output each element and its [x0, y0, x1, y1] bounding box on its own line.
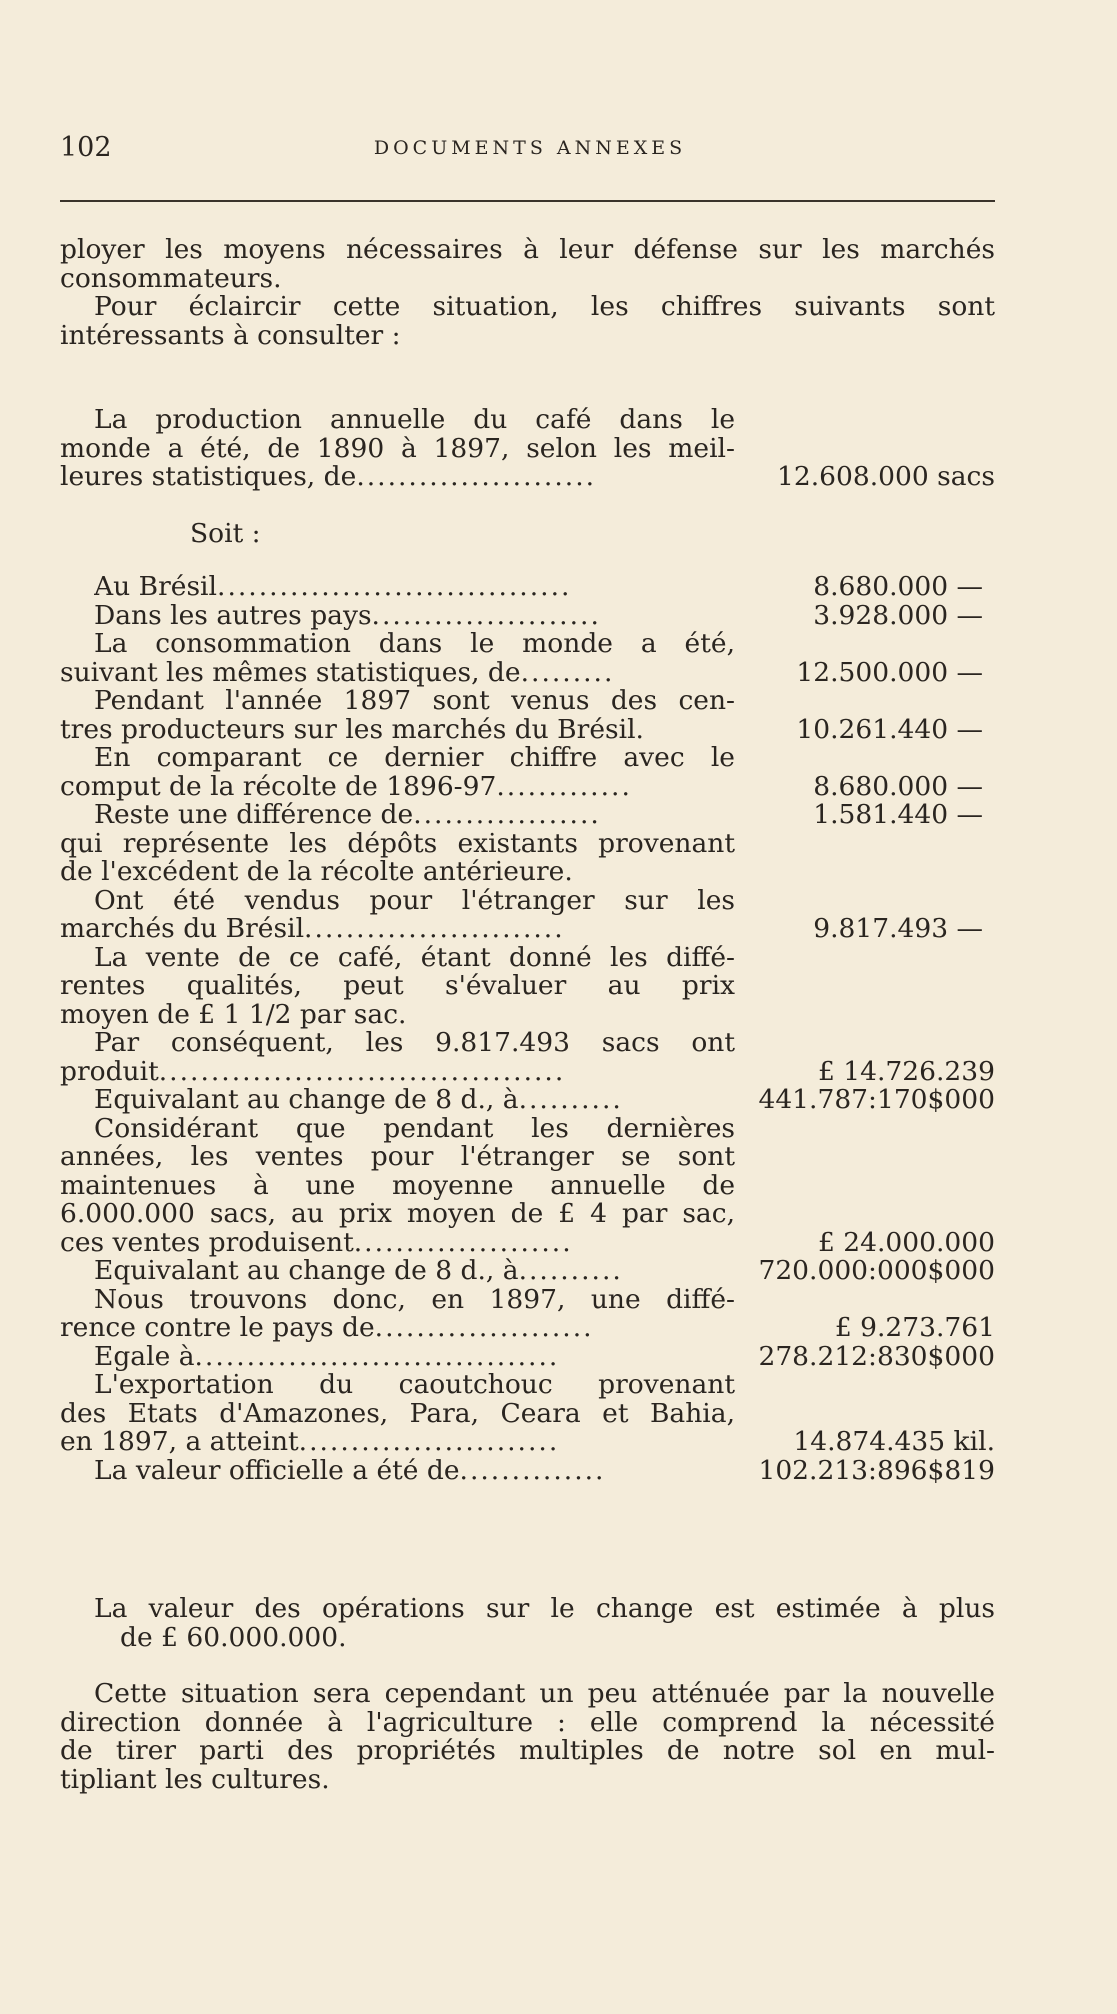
text-line: 6.000.000 sacs, au prix moyen de £ 4 par sac, [60, 1200, 735, 1229]
row-label: marchés du Brésil......................... [60, 915, 565, 944]
row-value: 441.787:170$000 [758, 1084, 995, 1115]
list-item [60, 1086, 995, 1115]
text-line: Pour éclaircir cette situation, les chiffres suivants sont [94, 293, 995, 322]
text-line: L'exportation du caoutchouc provenant [94, 1371, 735, 1400]
intro-paragraph [60, 236, 995, 350]
list-item [60, 599, 995, 631]
text-line: moyen de £ 1 1/2 par sac. [60, 1000, 407, 1029]
text-line: de l'excédent de la récolte antérieure. [60, 858, 573, 887]
text-line: années, les ventes pour l'étranger se sont [60, 1143, 735, 1172]
row-value: 720.000:000$000 [758, 1255, 995, 1286]
row-value: 3.928.000 — [813, 599, 983, 631]
conclusion-paragraph [60, 1680, 995, 1794]
text-line: Pendant l'année 1897 sont venus des cen- [94, 687, 735, 716]
row-label: en 1897, a atteint......................... [60, 1428, 560, 1457]
text-line: Considérant que pendant les dernières [94, 1114, 735, 1143]
page-number: 102 [60, 132, 112, 163]
header-rule [60, 200, 995, 202]
row-label: La valeur officielle a été de.............. [94, 1456, 606, 1485]
row-value: £ 24.000.000 [817, 1226, 995, 1258]
list-item [60, 1055, 995, 1087]
row-label: ces ventes produisent..................... [60, 1228, 573, 1257]
production-value: 12.608.000 sacs [777, 461, 995, 492]
row-value: £ 14.726.239 [817, 1055, 995, 1087]
list-item [60, 713, 995, 745]
text-line: intéressants à consulter : [60, 321, 401, 350]
text-line: Ont été vendus pour l'étranger sur les [94, 886, 735, 915]
row-label: produit....................................... [60, 1057, 566, 1086]
text-line: direction donnée à l'agriculture : elle comprend la nécessité [60, 1708, 995, 1737]
text-line: En comparant ce dernier chiffre avec le [94, 744, 735, 773]
production-entry [60, 406, 995, 492]
text-line: La vente de ce café, étant donné les diffé- [94, 943, 735, 972]
soit-label: Soit : [190, 520, 261, 549]
book-page [60, 0, 1000, 2014]
row-label: Egale à................................... [94, 1342, 560, 1371]
text-line: La consommation dans le monde a été, [94, 630, 735, 659]
text-line: monde a été, de 1890 à 1897, selon les meil- [60, 434, 735, 463]
row-label: Equivalant au change de 8 d., à.......... [94, 1086, 623, 1115]
list-item [60, 1257, 995, 1286]
row-value: 1.581.440 — [813, 799, 983, 830]
row-label: Reste une différence de.................. [94, 801, 601, 830]
row-label: rence contre le pays de..................... [60, 1314, 594, 1343]
text-line: La valeur des opérations sur le change est estimée à plus [94, 1595, 995, 1624]
text-line: maintenues à une moyenne annuelle de [60, 1171, 735, 1200]
text-line: consommateurs. [60, 264, 282, 293]
list-item [60, 573, 995, 602]
list-item [60, 801, 995, 830]
soit-label-block [60, 520, 995, 549]
row-value: 8.680.000 — [813, 770, 983, 802]
text-line: Cette situation sera cependant un peu atténuée par la nouvelle [94, 1680, 995, 1709]
list-item [60, 915, 995, 944]
page-header [60, 132, 1000, 172]
list-item [60, 1226, 995, 1258]
row-value: 8.680.000 — [813, 571, 983, 602]
list-item [60, 1340, 995, 1372]
row-label: Equivalant au change de 8 d., à.......... [94, 1257, 623, 1286]
text-line: La production annuelle du café dans le [94, 406, 735, 435]
row-value: 14.874.435 kil. [793, 1426, 995, 1457]
row-value: 9.817.493 — [813, 913, 983, 944]
text-line: leures statistiques, de....................... [60, 463, 597, 492]
text-line: de tirer parti des propriétés multiples de notre sol en mul- [60, 1737, 995, 1766]
list-item [60, 770, 995, 802]
statistics-list [60, 573, 995, 1485]
change-note [60, 1595, 995, 1652]
text-line: des Etats d'Amazones, Para, Ceara et Bahia, [60, 1399, 735, 1428]
text-line: rentes qualités, peut s'évaluer au prix [60, 972, 735, 1001]
text-line: ployer les moyens nécessaires à leur défense sur les marchés [60, 236, 995, 265]
row-value: £ 9.273.761 [834, 1312, 995, 1343]
row-value: 10.261.440 — [796, 713, 983, 745]
list-item [60, 1454, 995, 1486]
row-label: Au Brésil.................................. [94, 573, 572, 602]
text-line: qui représente les dépôts existants provenant [60, 829, 735, 858]
text-line: tipliant les cultures. [60, 1765, 330, 1794]
row-value: 102.213:896$819 [758, 1454, 995, 1486]
row-label: tres producteurs sur les marchés du Brésil. [60, 715, 644, 744]
text-line: Nous trouvons donc, en 1897, une diffé- [94, 1285, 735, 1314]
list-item [60, 656, 995, 688]
running-title: DOCUMENTS ANNEXES [373, 137, 687, 159]
list-item [60, 1428, 995, 1457]
text-line: de £ 60.000.000. [120, 1623, 347, 1652]
text-line: Par conséquent, les 9.817.493 sacs ont [94, 1029, 735, 1058]
row-value: 12.500.000 — [796, 656, 983, 688]
row-label: suivant les mêmes statistiques, de......... [60, 658, 615, 687]
row-label: comput de la récolte de 1896-97............. [60, 772, 632, 801]
row-value: 278.212:830$000 [758, 1340, 995, 1372]
row-label: Dans les autres pays...................... [94, 601, 601, 630]
list-item [60, 1314, 995, 1343]
